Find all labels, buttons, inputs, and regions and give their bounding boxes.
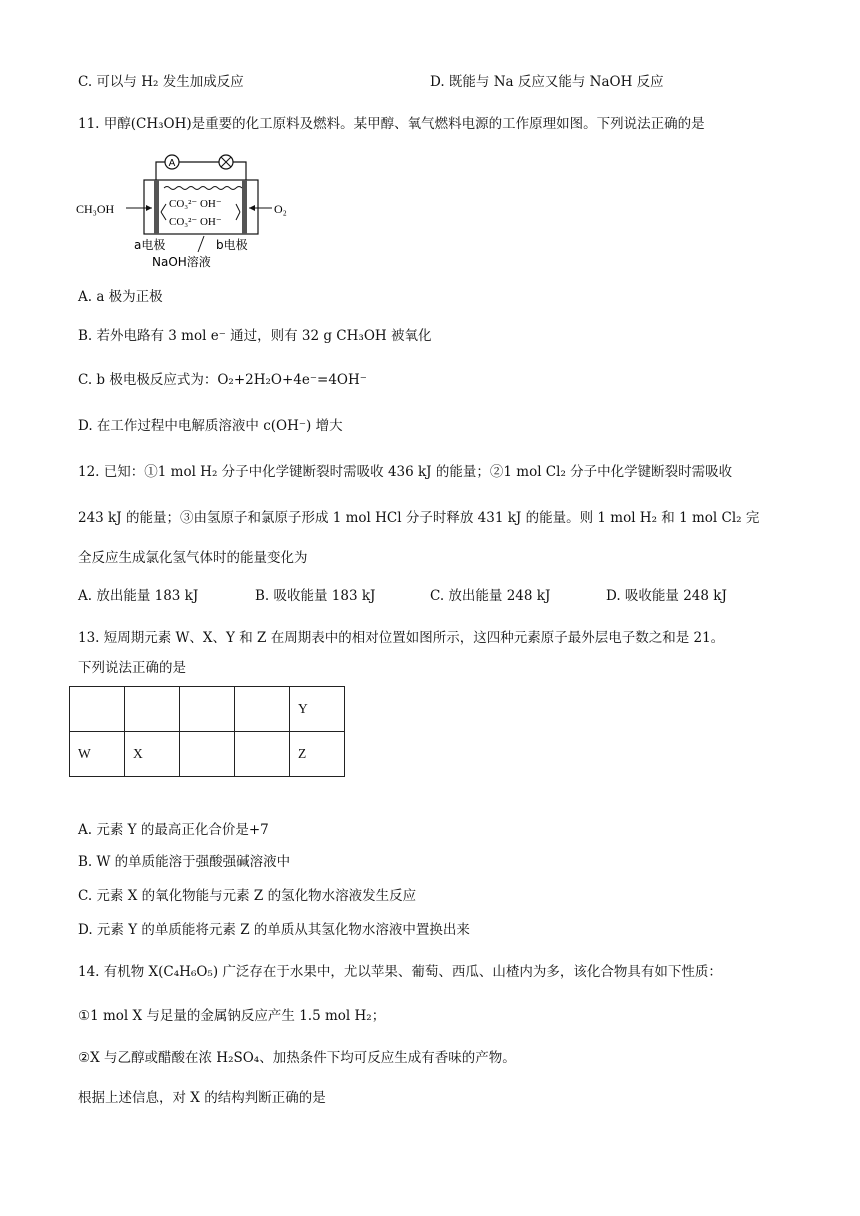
table-cell: W bbox=[70, 732, 125, 777]
q13-option-a: A. 元素 Y 的最高正化合价是+7 bbox=[78, 822, 269, 838]
electrode-b bbox=[242, 180, 247, 234]
solution-label: NaOH溶液 bbox=[152, 255, 211, 269]
electrode-b-label: b电极 bbox=[216, 238, 248, 252]
q11-option-a: A. a 极为正极 bbox=[78, 289, 163, 305]
electrode-a-label: a电极 bbox=[134, 238, 166, 252]
q12-stem-line-1: 12. 已知：①1 mol H₂ 分子中化学键断裂时需吸收 436 kJ 的能量；②1 mol Cl₂ 分子中化学键断裂时需吸收 bbox=[78, 464, 733, 480]
methanol-input-label: CH₃OH bbox=[76, 202, 115, 216]
q14-property-1: ①1 mol X 与足量的金属钠反应产生 1.5 mol H₂； bbox=[78, 1008, 386, 1024]
ion-row-1: CO₃²⁻ OH⁻ bbox=[169, 198, 222, 210]
table-cell bbox=[180, 732, 235, 777]
q11-stem: 11. 甲醇(CH₃OH)是重要的化工原料及燃料。某甲醇、氧气燃料电源的工作原理如图。下列说法正确的是 bbox=[78, 116, 705, 132]
table-cell: Z bbox=[290, 732, 345, 777]
oxygen-input-label: O₂ bbox=[274, 202, 287, 216]
q11-option-b: B. 若外电路有 3 mol e⁻ 通过，则有 32 g CH₃OH 被氧化 bbox=[78, 328, 432, 344]
q13-stem-line-2: 下列说法正确的是 bbox=[78, 660, 186, 676]
q10-option-d: D. 既能与 Na 反应又能与 NaOH 反应 bbox=[430, 74, 664, 90]
q12-stem-line-2: 243 kJ 的能量；③由氢原子和氯原子形成 1 mol HCl 分子时释放 431 kJ 的能量。则 1 mol H₂ 和 1 mol Cl₂ 完 bbox=[78, 510, 760, 526]
table-cell: Y bbox=[290, 687, 345, 732]
q12-option-b: B. 吸收能量 183 kJ bbox=[255, 588, 376, 604]
table-cell bbox=[70, 687, 125, 732]
table-cell: X bbox=[125, 732, 180, 777]
q14-stem-line-1: 14. 有机物 X(C₄H₆O₅) 广泛存在于水果中，尤以苹果、葡萄、西瓜、山楂内为多，该化合物具有如下性质： bbox=[78, 964, 722, 980]
ion-row-2: CO₃²⁻ OH⁻ bbox=[169, 216, 222, 228]
ammeter-label: A bbox=[168, 158, 176, 169]
fuel-cell-diagram bbox=[76, 146, 296, 272]
q11-option-c: C. b 极电极反应式为：O₂+2H₂O+4e⁻=4OH⁻ bbox=[78, 372, 367, 388]
table-cell bbox=[125, 687, 180, 732]
table-cell bbox=[180, 687, 235, 732]
q13-option-c: C. 元素 X 的氧化物能与元素 Z 的氢化物水溶液发生反应 bbox=[78, 888, 417, 904]
q12-option-c: C. 放出能量 248 kJ bbox=[430, 588, 551, 604]
table-cell bbox=[235, 687, 290, 732]
q13-stem-line-1: 13. 短周期元素 W、X、Y 和 Z 在周期表中的相对位置如图所示，这四种元素原子最外层电子数之和是 21。 bbox=[78, 630, 725, 646]
q13-option-d: D. 元素 Y 的单质能将元素 Z 的单质从其氢化物水溶液中置换出来 bbox=[78, 922, 470, 938]
q14-question: 根据上述信息，对 X 的结构判断正确的是 bbox=[78, 1090, 326, 1106]
q12-option-a: A. 放出能量 183 kJ bbox=[78, 588, 199, 604]
table-cell bbox=[235, 732, 290, 777]
q14-property-2: ②X 与乙醇或醋酸在浓 H₂SO₄、加热条件下均可反应生成有香味的产物。 bbox=[78, 1050, 516, 1066]
q12-stem-line-3: 全反应生成氯化氢气体时的能量变化为 bbox=[78, 550, 308, 566]
q13-option-b: B. W 的单质能溶于强酸强碱溶液中 bbox=[78, 854, 291, 870]
electrode-a bbox=[154, 180, 159, 234]
q11-option-d: D. 在工作过程中电解质溶液中 c(OH⁻) 增大 bbox=[78, 418, 343, 434]
q10-option-c: C. 可以与 H₂ 发生加成反应 bbox=[78, 74, 244, 90]
periodic-table-fragment bbox=[69, 686, 345, 777]
q12-option-d: D. 吸收能量 248 kJ bbox=[606, 588, 727, 604]
